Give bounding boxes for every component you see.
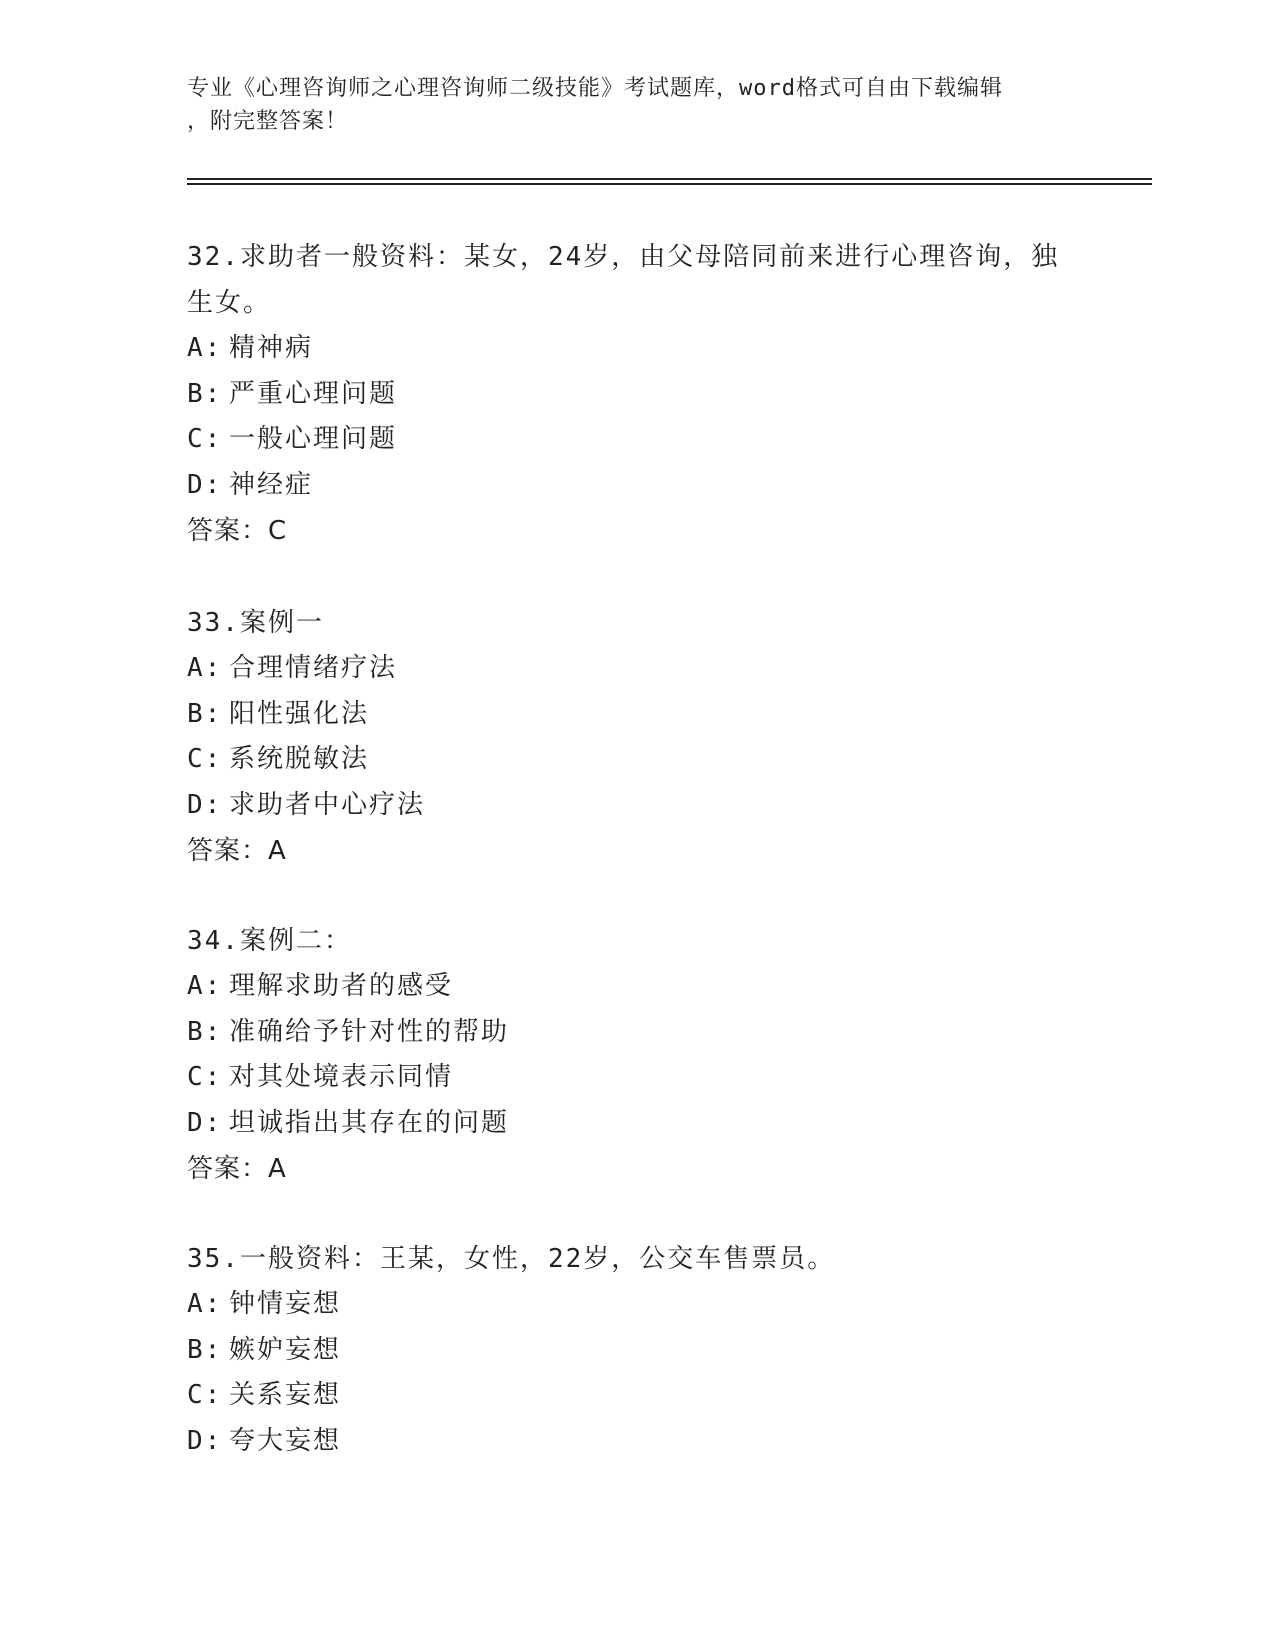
option-c bbox=[187, 1055, 1087, 1101]
option-text: 一般心理问题 bbox=[229, 424, 398, 454]
option-c bbox=[187, 737, 1087, 783]
option-b bbox=[187, 1328, 1087, 1374]
question-35 bbox=[187, 1236, 1087, 1464]
option-text: 对其处境表示同情 bbox=[229, 1062, 454, 1092]
option-b bbox=[187, 692, 1087, 738]
option-d bbox=[187, 783, 1087, 829]
answer-line: 答案：A bbox=[187, 1154, 287, 1184]
option-text: 夸大妄想 bbox=[229, 1425, 342, 1456]
option-letter: D: bbox=[187, 1107, 223, 1138]
option-letter: C: bbox=[187, 744, 223, 774]
answer-line: 答案：C bbox=[187, 516, 288, 546]
option-a bbox=[187, 646, 1087, 692]
question-stem: 32.求助者一般资料：某女，24岁，由父母陪同前来进行心理咨询，独 bbox=[187, 242, 1060, 272]
option-text: 精神病 bbox=[229, 333, 314, 363]
option-b bbox=[187, 372, 1087, 418]
option-text: 钟情妄想 bbox=[229, 1289, 342, 1319]
option-c bbox=[187, 1373, 1087, 1419]
header-line-1: 专业《心理咨询师之心理咨询师二级技能》考试题库，word格式可自由下载编辑 bbox=[187, 76, 1003, 101]
header-divider-bottom bbox=[187, 183, 1152, 185]
question-33 bbox=[187, 600, 1087, 874]
option-text: 神经症 bbox=[229, 469, 314, 500]
option-letter: B: bbox=[187, 1016, 223, 1047]
option-letter: C: bbox=[187, 1380, 223, 1410]
option-text: 系统脱敏法 bbox=[229, 744, 370, 774]
option-text: 阳性强化法 bbox=[229, 698, 370, 729]
option-a bbox=[187, 964, 1087, 1010]
question-stem-continued: 生女。 bbox=[187, 288, 272, 318]
option-letter: B: bbox=[187, 698, 223, 729]
option-text: 准确给予针对性的帮助 bbox=[229, 1016, 510, 1047]
option-d bbox=[187, 1419, 1087, 1465]
option-letter: B: bbox=[187, 1334, 223, 1365]
option-text: 嫉妒妄想 bbox=[229, 1334, 342, 1365]
option-c bbox=[187, 417, 1087, 463]
option-a bbox=[187, 326, 1087, 372]
option-text: 求助者中心疗法 bbox=[229, 789, 426, 820]
question-stem: 34.案例二： bbox=[187, 926, 352, 956]
option-text: 严重心理问题 bbox=[229, 378, 398, 409]
option-d bbox=[187, 463, 1087, 509]
option-letter: D: bbox=[187, 469, 223, 500]
question-34 bbox=[187, 918, 1087, 1192]
option-letter: A: bbox=[187, 971, 223, 1001]
option-letter: D: bbox=[187, 1425, 223, 1456]
option-d bbox=[187, 1101, 1087, 1147]
option-letter: A: bbox=[187, 653, 223, 683]
option-letter: C: bbox=[187, 424, 223, 454]
option-text: 坦诚指出其存在的问题 bbox=[229, 1107, 510, 1138]
option-letter: C: bbox=[187, 1062, 223, 1092]
header-divider-top bbox=[187, 178, 1152, 180]
option-text: 合理情绪疗法 bbox=[229, 653, 398, 683]
answer-line: 答案：A bbox=[187, 836, 287, 866]
option-text: 关系妄想 bbox=[229, 1380, 342, 1410]
option-letter: A: bbox=[187, 333, 223, 363]
question-stem: 33.案例一 bbox=[187, 608, 324, 638]
option-letter: A: bbox=[187, 1289, 223, 1319]
option-b bbox=[187, 1010, 1087, 1056]
question-stem: 35.一般资料：王某，女性，22岁，公交车售票员。 bbox=[187, 1244, 836, 1274]
option-text: 理解求助者的感受 bbox=[229, 971, 454, 1001]
question-32 bbox=[187, 234, 1087, 554]
option-a bbox=[187, 1282, 1087, 1328]
option-letter: B: bbox=[187, 378, 223, 409]
header-line-2: ，附完整答案！ bbox=[187, 109, 349, 134]
option-letter: D: bbox=[187, 789, 223, 820]
document-header bbox=[187, 72, 1067, 138]
